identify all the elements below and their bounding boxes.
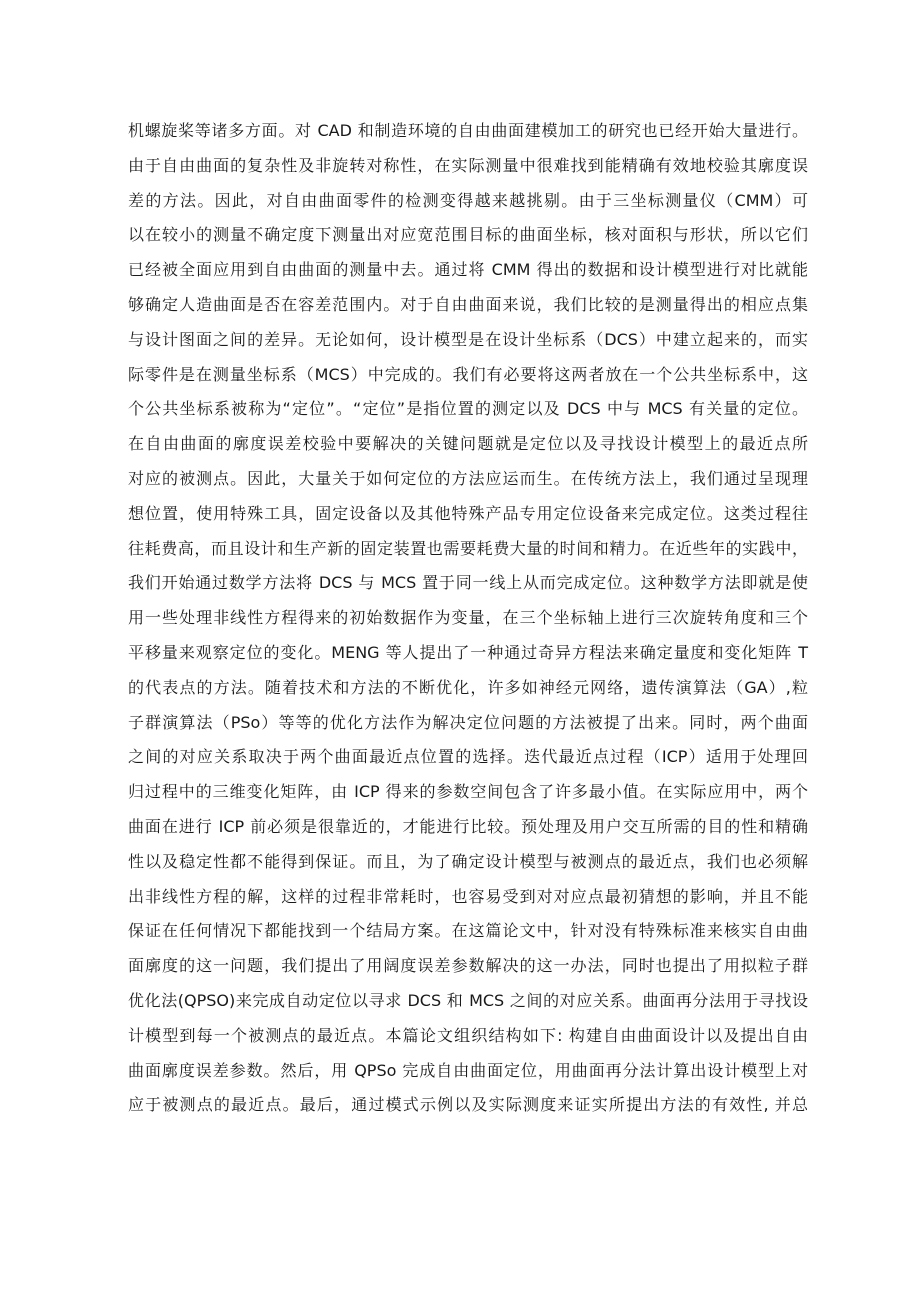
- text-line: 归过程中的三维变化矩阵，由 ICP 得来的参数空间包含了许多最小值。在实际应用中，两个: [128, 782, 808, 802]
- text-line: 对应的被测点。因此，大量关于如何定位的方法应运而生。在传统方法上，我们通过呈现理: [128, 468, 808, 488]
- text-line: 子群演算法（PSo）等等的优化方法作为解决定位问题的方法被提了出来。同时，两个曲面: [128, 712, 808, 732]
- text-line: 与设计图面之间的差异。无论如何，设计模型是在设计坐标系（DCS）中建立起来的，而实: [128, 329, 808, 349]
- body-paragraph: [128, 114, 808, 1123]
- text-line: 想位置，使用特殊工具，固定设备以及其他特殊产品专用定位设备来完成定位。这类过程往: [128, 503, 808, 523]
- text-line: 应于被测点的最近点。最后，通过模式示例以及实际测度来证实所提出方法的有效性, 并总: [128, 1095, 808, 1115]
- text-line: 机螺旋桨等诸多方面。对 CAD 和制造环境的自由曲面建模加工的研究也已经开始大量进行。: [128, 121, 808, 140]
- text-line: 性以及稳定性都不能得到保证。而且，为了确定设计模型与被测点的最近点，我们也必须解: [128, 851, 808, 871]
- text-line: 我们开始通过数学方法将 DCS 与 MCS 置于同一线上从而完成定位。这种数学方法即就是使: [128, 573, 808, 593]
- text-line: 差的方法。因此，对自由曲面零件的检测变得越来越挑剔。由于三坐标测量仪（CMM）可: [128, 190, 808, 210]
- text-line: 面廓度的这一问题，我们提出了用阔度误差参数解决的这一办法，同时也提出了用拟粒子群: [128, 956, 808, 976]
- text-line: 曲面廓度误差参数。然后，用 QPSo 完成自由曲面定位，用曲面再分法计算出设计模型上对: [128, 1060, 808, 1080]
- text-line: 优化法(QPSO)来完成自动定位以寻求 DCS 和 MCS 之间的对应关系。曲面再分法用于寻找设: [128, 990, 808, 1010]
- text-line: 已经被全面应用到自由曲面的测量中去。通过将 CMM 得出的数据和设计模型进行对比就能: [128, 260, 808, 280]
- text-line: 的代表点的方法。随着技术和方法的不断优化，许多如神经元网络，遗传演算法（GA）,粒: [128, 677, 808, 697]
- text-line: 之间的对应关系取决于两个曲面最近点位置的选择。迭代最近点过程（ICP）适用于处理回: [128, 747, 808, 767]
- text-line: 个公共坐标系被称为“定位”。“定位”是指位置的测定以及 DCS 中与 MCS 有关量的定位。: [128, 399, 808, 419]
- text-line: 计模型到每一个被测点的最近点。本篇论文组织结构如下: 构建自由曲面设计以及提出自由: [128, 1025, 808, 1045]
- text-line: 以在较小的测量不确定度下测量出对应宽范围目标的曲面坐标，核对面积与形状，所以它们: [128, 225, 808, 245]
- text-line: 出非线性方程的解，这样的过程非常耗时，也容易受到对对应点最初猜想的影响，并且不能: [128, 886, 808, 906]
- text-line: 曲面在进行 ICP 前必须是很靠近的，才能进行比较。预处理及用户交互所需的目的性和精确: [128, 816, 808, 836]
- text-line: 用一些处理非线性方程得来的初始数据作为变量，在三个坐标轴上进行三次旋转角度和三个: [128, 608, 808, 628]
- text-line: 平移量来观察定位的变化。MENG 等人提出了一种通过奇异方程法来确定量度和变化矩阵 T: [128, 642, 808, 662]
- text-line: 往耗费高，而且设计和生产新的固定装置也需要耗费大量的时间和精力。在近些年的实践中，: [128, 538, 808, 558]
- text-line: 在自由曲面的廓度误差校验中要解决的关键问题就是定位以及寻找设计模型上的最近点所: [128, 434, 808, 454]
- text-line: 由于自由曲面的复杂性及非旋转对称性，在实际测量中很难找到能精确有效地校验其廓度误: [128, 155, 808, 175]
- text-line: 保证在任何情况下都能找到一个结局方案。在这篇论文中，针对没有特殊标准来核实自由曲: [128, 921, 808, 941]
- text-line: 够确定人造曲面是否在容差范围内。对于自由曲面来说，我们比较的是测量得出的相应点集: [128, 294, 808, 314]
- text-line: 际零件是在测量坐标系（MCS）中完成的。我们有必要将这两者放在一个公共坐标系中，这: [128, 364, 808, 384]
